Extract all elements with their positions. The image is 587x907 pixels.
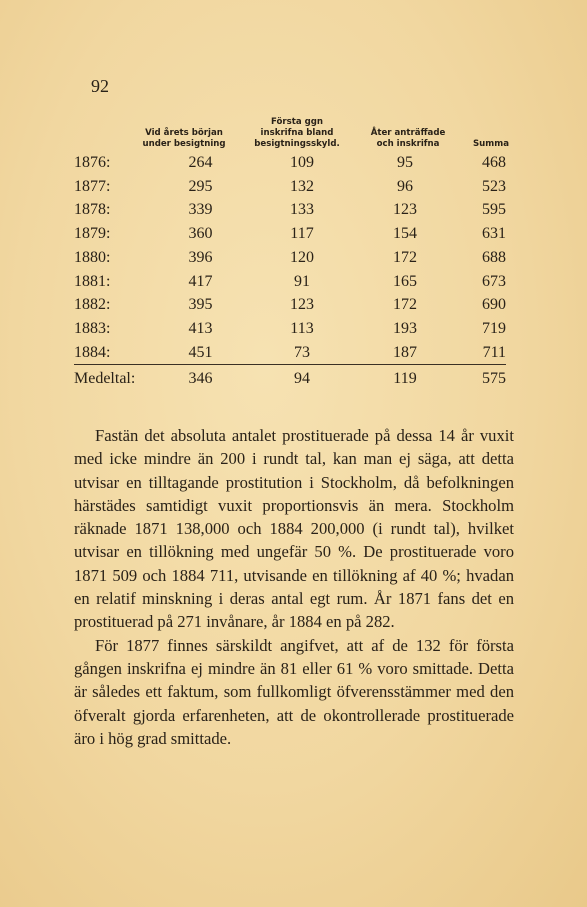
table-row (74, 222, 506, 246)
value-cell: 95 (397, 154, 413, 171)
sum-cell: 719 (482, 319, 506, 337)
year-cell: 1884: (74, 343, 111, 361)
year-cell: 1881: (74, 272, 111, 290)
value-cell: 187 (393, 343, 417, 361)
year-cell: 1879: (74, 225, 111, 243)
year-cell: 1878: (74, 201, 111, 219)
statistics-table (74, 151, 506, 393)
year-cell: 1877: (74, 177, 111, 195)
value-cell: 117 (290, 225, 314, 243)
header-line: under besigtning (142, 139, 226, 149)
value-cell: 339 (188, 201, 213, 219)
col-header-start-of-year (131, 128, 237, 150)
sum-cell: 688 (482, 248, 506, 266)
table-row (74, 198, 506, 222)
value-cell: 360 (188, 225, 213, 243)
value-cell: 165 (393, 272, 417, 290)
value-cell: 91 (294, 272, 310, 290)
sum-cell: 673 (482, 272, 506, 290)
table-row (74, 270, 506, 294)
body-text (74, 424, 514, 750)
value-cell: 417 (188, 272, 213, 290)
value-cell: 154 (393, 225, 417, 243)
col-header-first-registered (243, 117, 351, 150)
col-header-re-registered (358, 128, 458, 150)
header-line: Åter anträffade (370, 128, 446, 138)
header-line: Första ggn (270, 117, 324, 127)
value-cell: 94 (255, 365, 349, 394)
sum-cell: 690 (482, 296, 506, 314)
year-cell: 1883: (74, 319, 111, 337)
value-cell: 451 (188, 343, 213, 361)
header-line: Summa (472, 139, 510, 149)
value-cell: 120 (290, 248, 314, 266)
sum-cell: 575 (461, 365, 506, 394)
year-cell: 1882: (74, 296, 111, 314)
value-cell: 172 (393, 248, 417, 266)
value-cell: 119 (349, 365, 461, 394)
year-cell: 1880: (74, 248, 111, 266)
value-cell: 133 (290, 201, 314, 219)
value-cell: 73 (294, 343, 310, 361)
table-row (74, 341, 506, 365)
table-row (74, 151, 506, 175)
col-header-sum (464, 139, 518, 150)
average-label: Medeltal: (74, 365, 146, 394)
sum-cell: 631 (482, 225, 506, 243)
value-cell: 96 (397, 177, 413, 195)
header-line: Vid årets början (145, 128, 223, 138)
sum-cell: 711 (482, 343, 506, 361)
value-cell: 395 (188, 296, 213, 314)
value-cell: 172 (393, 296, 417, 314)
value-cell: 396 (188, 248, 213, 266)
table-row (74, 293, 506, 317)
table-row (74, 317, 506, 341)
page-number: 92 (91, 76, 109, 96)
table-row (74, 246, 506, 270)
table-row (74, 175, 506, 199)
paragraph: Fastän det absoluta antalet prostituerade på dessa 14 år vuxit med icke mindre än 200 i rundt tal, kan man ej säga, att detta utvisar en tilltagande prostitution i Stockholm, då befolkningen härstädes samtidigt vuxit proportionsvis än mera. Stockholm räknade 1871 138,000 och 1884 200,000 (i rundt tal), hvilket utvisar en tillökning med ungefär 50 %. De prostituerade voro 1871 509 och 1884 711, utvisande en tillökning af 40 %; hvadan en relatif minskning i deras antal egt rum. År 1871 fans det en prostituerad på 271 invånare, år 1884 en på 282. (74, 426, 514, 632)
value-cell: 193 (393, 319, 417, 337)
header-line: inskrifna bland (260, 128, 334, 138)
value-cell: 123 (290, 296, 314, 314)
sum-cell: 468 (482, 154, 506, 171)
value-cell: 123 (393, 201, 417, 219)
paragraph: För 1877 finnes särskildt angifvet, att af de 132 för första gången inskrifna ej mindre än 81 eller 61 % voro smittade. Detta är således ett faktum, som fullkomligt öfverensstämmer med den öfveralt gjorda erfarenheten, att de okontrollerade prostituerade äro i hög grad smittade. (74, 635, 514, 748)
value-cell: 413 (188, 319, 213, 337)
value-cell: 113 (290, 319, 314, 337)
value-cell: 295 (188, 177, 213, 195)
value-cell: 264 (188, 154, 213, 171)
value-cell: 346 (146, 365, 255, 394)
sum-cell: 523 (482, 177, 506, 195)
header-line: besigtningsskyld. (254, 139, 340, 149)
year-cell: 1876: (74, 154, 111, 171)
value-cell: 109 (290, 154, 314, 171)
sum-cell: 595 (482, 201, 506, 219)
header-line: och inskrifna (376, 139, 440, 149)
average-row (74, 365, 506, 394)
value-cell: 132 (290, 177, 314, 195)
